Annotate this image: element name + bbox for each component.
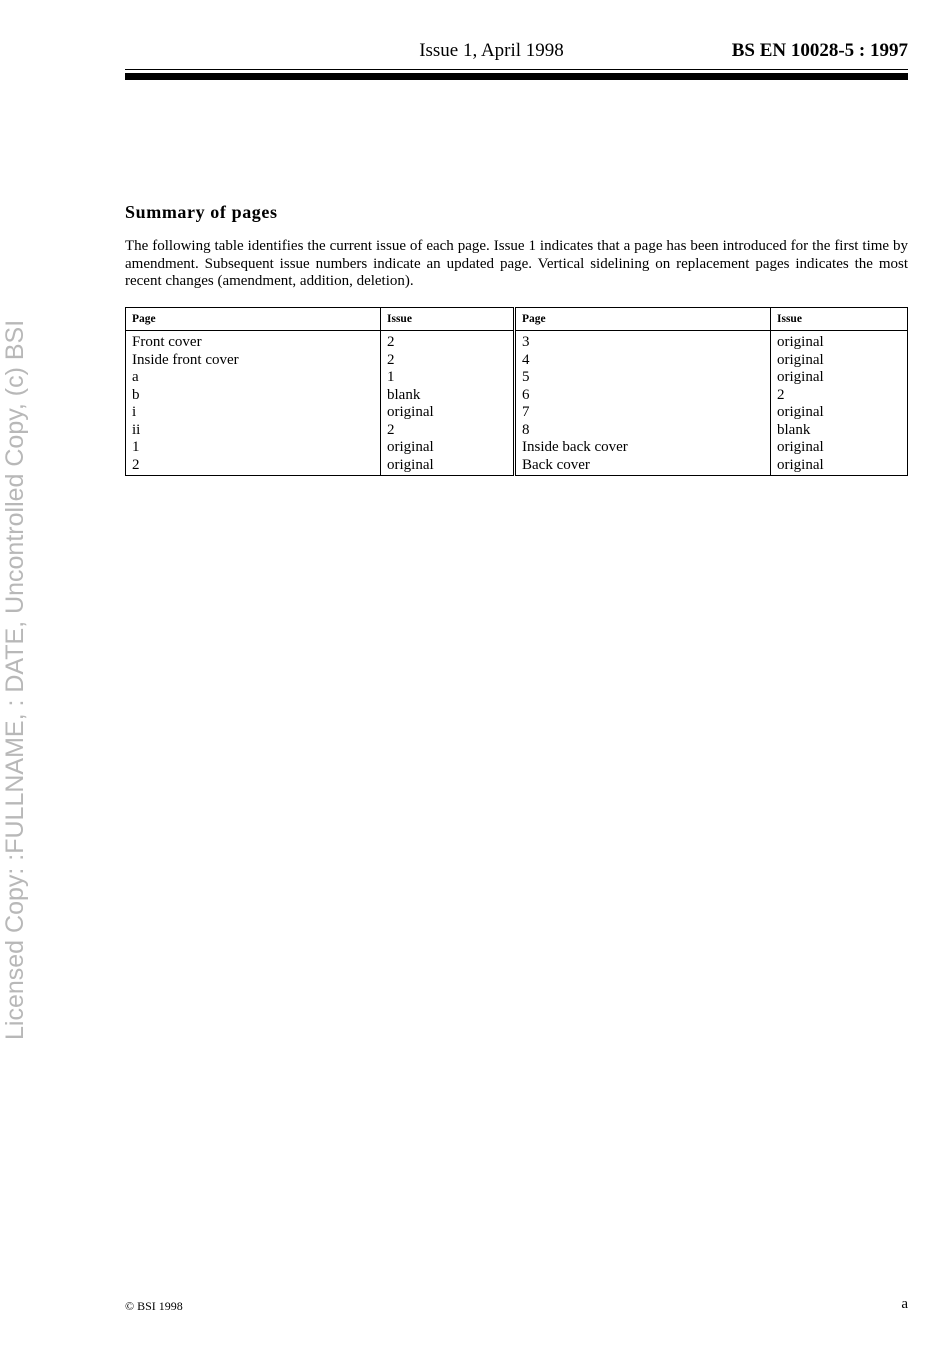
standard-number: BS EN 10028-5 : 1997 <box>731 40 908 61</box>
issue-date: Issue 1, April 1998 <box>419 40 564 61</box>
page-cell: 1 <box>126 439 381 457</box>
table-row <box>126 331 908 352</box>
page-cell: 7 <box>515 404 771 422</box>
page-cell: b <box>126 387 381 405</box>
issue-cell: 1 <box>381 369 515 387</box>
page-number: a <box>901 1296 908 1312</box>
page-cell: a <box>126 369 381 387</box>
issue-cell: original <box>381 404 515 422</box>
issue-cell: original <box>381 439 515 457</box>
page-cell: i <box>126 404 381 422</box>
page-header <box>125 38 908 66</box>
page-cell: 2 <box>126 457 381 476</box>
issue-cell: 2 <box>771 387 908 405</box>
column-header-issue: Issue <box>771 308 908 331</box>
column-header-issue: Issue <box>381 308 515 331</box>
issue-cell: original <box>771 369 908 387</box>
table-header-row <box>126 308 908 331</box>
header-rule-thin <box>125 69 908 70</box>
page-cell: Front cover <box>126 331 381 352</box>
page-cell: 4 <box>515 352 771 370</box>
table-row <box>126 369 908 387</box>
column-header-page: Page <box>126 308 381 331</box>
copyright-notice: © BSI 1998 <box>125 1299 183 1313</box>
page-cell: 3 <box>515 331 771 352</box>
page-cell: 5 <box>515 369 771 387</box>
issue-cell: original <box>771 331 908 352</box>
issue-cell: 2 <box>381 352 515 370</box>
page-cell: ii <box>126 422 381 440</box>
issue-cell: blank <box>771 422 908 440</box>
summary-of-pages-table <box>125 307 908 476</box>
issue-cell: blank <box>381 387 515 405</box>
table-row <box>126 352 908 370</box>
table-row <box>126 387 908 405</box>
issue-cell: original <box>771 457 908 476</box>
issue-cell: 2 <box>381 422 515 440</box>
issue-cell: original <box>771 404 908 422</box>
page-cell: Back cover <box>515 457 771 476</box>
page-cell: 8 <box>515 422 771 440</box>
issue-cell: 2 <box>381 331 515 352</box>
column-header-page: Page <box>515 308 771 331</box>
table-row <box>126 457 908 476</box>
page-cell: 6 <box>515 387 771 405</box>
issue-cell: original <box>771 439 908 457</box>
header-rule-thick <box>125 73 908 80</box>
table-row <box>126 439 908 457</box>
page-cell: Inside front cover <box>126 352 381 370</box>
table-row <box>126 422 908 440</box>
page-cell: Inside back cover <box>515 439 771 457</box>
intro-paragraph: The following table identifies the current issue of each page. Issue 1 indicates that a page has been introduced for the first time by amendment. Subsequent issue numbers indicate an updated page. Vertical sidelining on replacement pages indicates the most recent changes (amendment, addition, deletion). <box>125 238 908 290</box>
issue-cell: original <box>771 352 908 370</box>
issue-cell: original <box>381 457 515 476</box>
section-title: Summary of pages <box>125 202 278 222</box>
table-row <box>126 404 908 422</box>
license-watermark: Licensed Copy: :FULLNAME, : DATE, Uncontrolled Copy, (c) BSI <box>1 319 29 1040</box>
